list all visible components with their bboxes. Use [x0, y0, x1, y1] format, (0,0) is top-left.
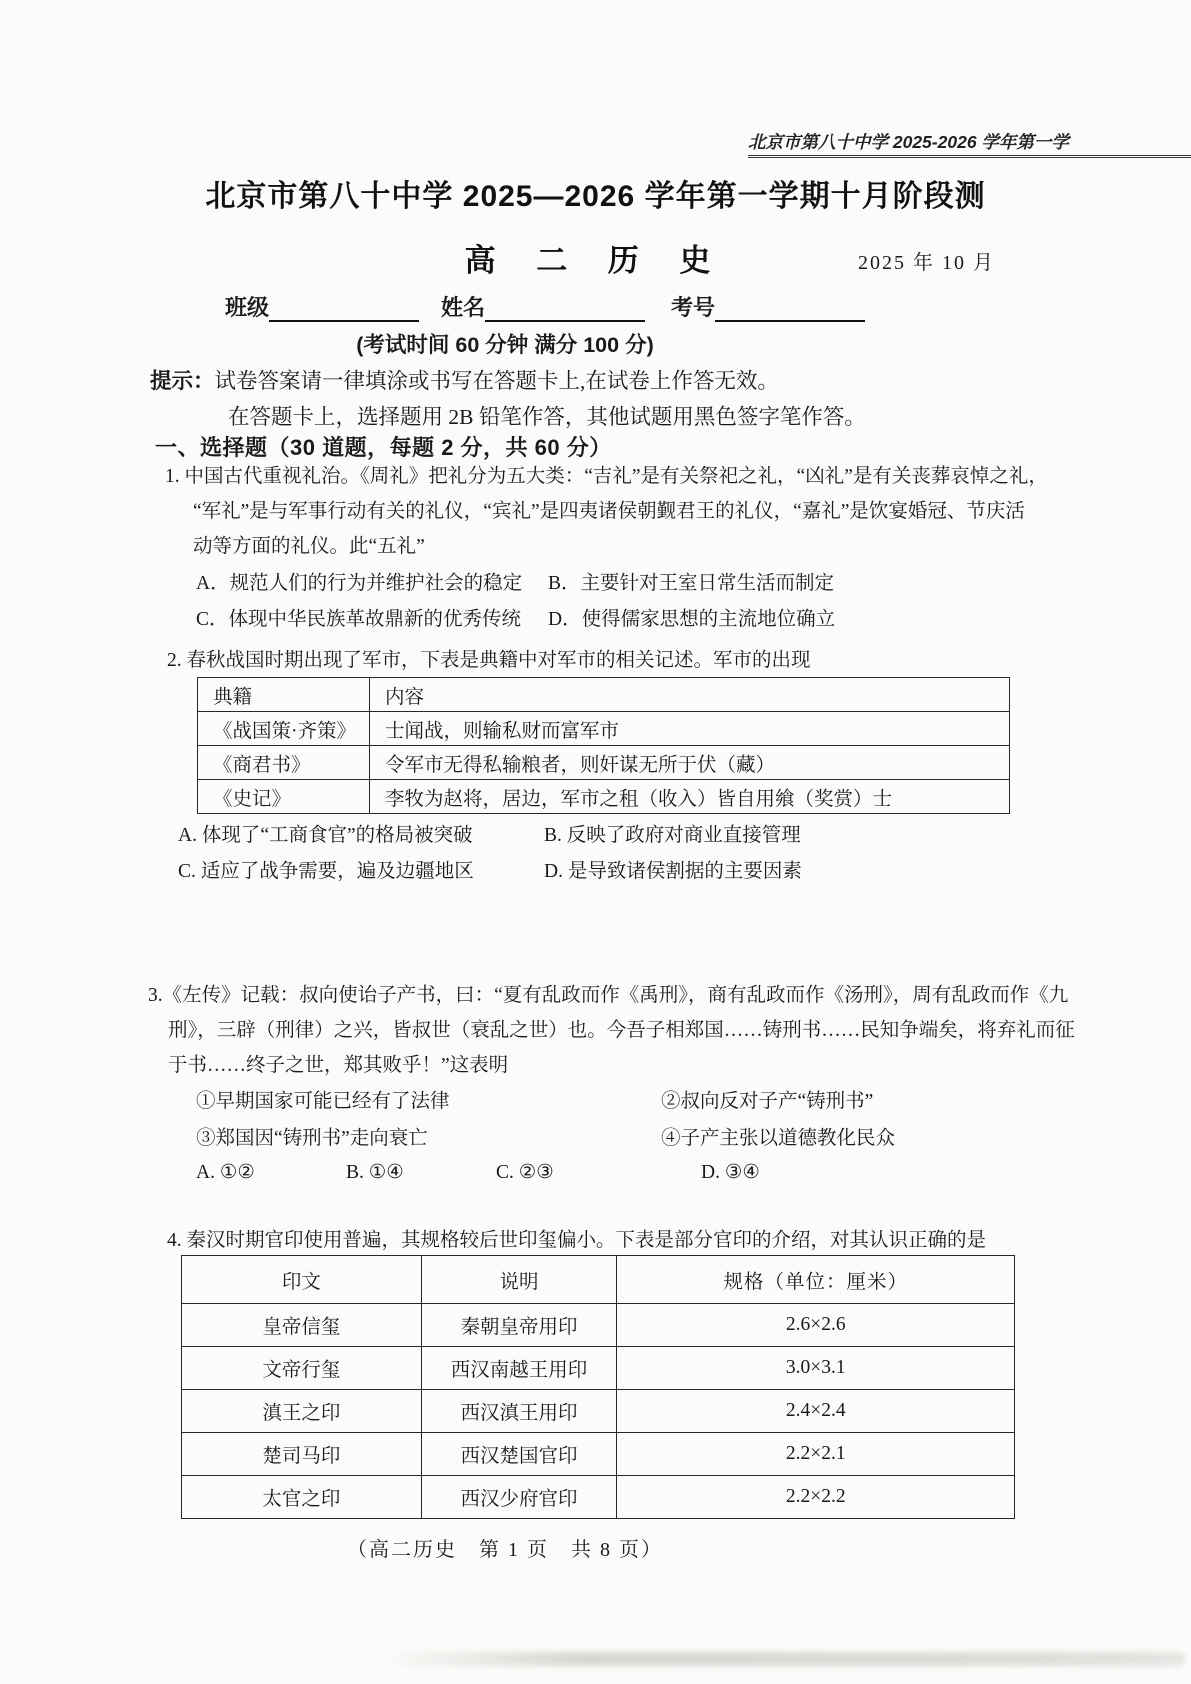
table-row: 滇王之印 西汉滇王用印 2.4×2.4	[182, 1390, 1015, 1433]
q2-header-content: 内容	[370, 678, 1010, 712]
question-3-statement-3: ③郑国因“铸刑书”走向衰亡	[196, 1128, 428, 1149]
q4-header-size: 规格（单位：厘米）	[617, 1256, 1015, 1304]
question-2-option-d: D. 是导致诸侯割据的主要因素	[544, 861, 802, 882]
q4-header-description: 说明	[421, 1256, 617, 1304]
question-3	[148, 978, 1158, 1083]
question-3-statements	[196, 1083, 1066, 1157]
page-watermark: 北京市第八十中学 2025-2026 学年第一学	[748, 129, 1191, 158]
question-2-options	[178, 818, 1018, 890]
page-footer: （高二历史 第 1 页 共 8 页）	[347, 1539, 663, 1561]
question-3-option-d: D. ③④	[701, 1162, 760, 1183]
table-row: 皇帝信玺 秦朝皇帝用印 2.6×2.6	[182, 1304, 1015, 1347]
notice-line-1	[150, 364, 779, 395]
question-1-option-c: C．体现中华民族革故鼎新的优秀传统	[196, 609, 522, 630]
question-1-option-a: A．规范人们的行为并维护社会的稳定	[196, 573, 523, 594]
question-2-text: 2. 春秋战国时期出现了军市，下表是典籍中对军市的相关记述。军市的出现	[167, 650, 811, 671]
question-3-line-1: 3.《左传》记载：叔向使诒子产书，曰：“夏有乱政而作《禹刑》，商有乱政而作《汤刑》，周有乱政而作《九	[148, 985, 1069, 1006]
question-3-option-b: B. ①④	[346, 1162, 404, 1183]
question-2-option-b: B. 反映了政府对商业直接管理	[544, 825, 801, 846]
table-row: 太官之印 西汉少府官印 2.2×2.2	[182, 1476, 1015, 1519]
question-1-option-d: D．使得儒家思想的主流地位确立	[548, 609, 836, 630]
notice-text-1: 试卷答案请一律填涂或书写在答题卡上,在试卷上作答无效。	[214, 369, 779, 393]
question-3-option-c: C. ②③	[496, 1162, 554, 1183]
table-row	[198, 678, 1010, 712]
question-3-statement-2: ②叔向反对子产“铸刑书”	[661, 1091, 874, 1112]
exam-title: 北京市第八十中学 2025—2026 学年第一学期十月阶段测	[205, 180, 986, 213]
question-2-table	[197, 677, 1010, 814]
question-3-line-3: 于书……终子之世，郑其败乎！”这表明	[168, 1055, 509, 1076]
class-blank-line	[269, 296, 419, 322]
question-3-statement-4: ④子产主张以道德教化民众	[661, 1128, 896, 1149]
question-4-text: 4. 秦汉时期官印使用普遍，其规格较后世印玺偏小。下表是部分官印的介绍，对其认识正确的是	[167, 1230, 987, 1251]
question-3-statement-1: ①早期国家可能已经有了法律	[196, 1091, 450, 1112]
exam-number-blank-line	[715, 296, 865, 322]
question-1	[165, 459, 1095, 564]
exam-duration-score: (考试时间 60 分钟 满分 100 分)	[356, 333, 654, 357]
section-1-heading: 一、选择题（30 道题，每题 2 分，共 60 分）	[155, 435, 612, 460]
q2-header-source: 典籍	[198, 678, 370, 712]
notice-label: 提示：	[150, 369, 215, 393]
question-1-line-2: “军礼”是与军事行动有关的礼仪，“宾礼”是四夷诸侯朝觐君王的礼仪，“嘉礼”是饮宴婚冠、节庆活	[193, 501, 1025, 522]
question-3-options	[196, 1155, 1046, 1191]
question-1-options	[196, 566, 1026, 638]
question-3-option-a: A. ①②	[196, 1162, 255, 1183]
student-info-row	[225, 291, 965, 322]
subject-title: 高 二 历 史	[464, 243, 727, 278]
exam-number-label: 考号	[671, 295, 716, 320]
class-label: 班级	[225, 295, 270, 320]
question-3-line-2: 刑》，三辟（刑律）之兴，皆叔世（衰乱之世）也。今吾子相郑国……铸刑书……民知争端矣，将弃礼而征	[168, 1020, 1075, 1041]
table-row: 楚司马印 西汉楚国官印 2.2×2.1	[182, 1433, 1015, 1476]
table-row: 《史记》 李牧为赵将，居边，军市之租（收入）皆自用飨（奖赏）士	[198, 780, 1010, 814]
scan-artifact	[380, 1652, 1185, 1666]
notice-line-2: 在答题卡上，选择题用 2B 铅笔作答，其他试题用黑色签字笔作答。	[228, 405, 866, 429]
table-row: 《商君书》 令军市无得私输粮者，则奸谋无所于伏（藏）	[198, 746, 1010, 780]
question-4-table	[181, 1255, 1015, 1519]
table-row	[182, 1256, 1015, 1304]
name-label: 姓名	[441, 295, 486, 320]
question-1-line-3: 动等方面的礼仪。此“五礼”	[193, 536, 425, 557]
table-row: 《战国策·齐策》 士闻战，则输私财而富军市	[198, 712, 1010, 746]
name-blank-line	[485, 296, 645, 322]
question-1-line-1: 1. 中国古代重视礼治。《周礼》把礼分为五大类：“吉礼”是有关祭祀之礼，“凶礼”是有关丧葬哀悼之礼，	[165, 466, 1048, 487]
q4-header-inscription: 印文	[182, 1256, 422, 1304]
question-2-option-a: A. 体现了“工商食官”的格局被突破	[178, 825, 473, 846]
question-1-option-b: B．主要针对王室日常生活而制定	[548, 573, 835, 594]
question-2-option-c: C. 适应了战争需要，遍及边疆地区	[178, 861, 474, 882]
exam-date: 2025 年 10 月	[858, 252, 995, 274]
table-row: 文帝行玺 西汉南越王用印 3.0×3.1	[182, 1347, 1015, 1390]
